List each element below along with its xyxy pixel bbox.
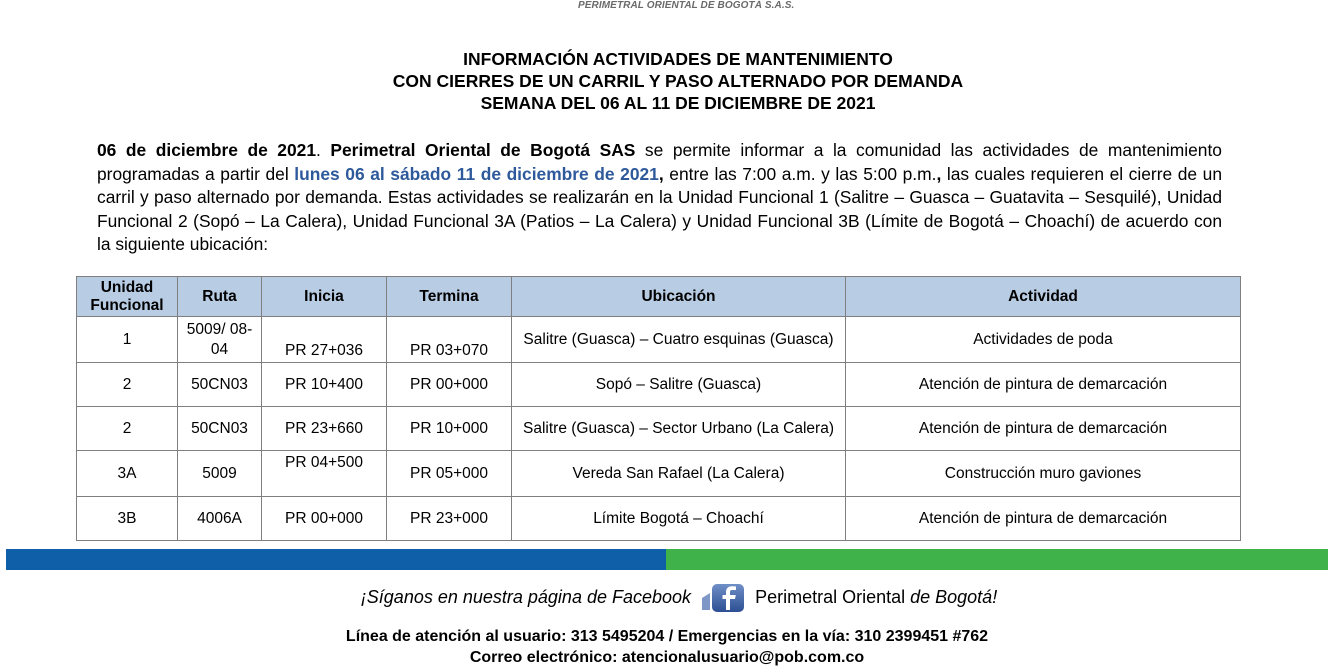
intro-text-2: entre las 7:00 a.m. y las 5:00 p.m. [663, 163, 937, 184]
document-title [0, 48, 1332, 114]
facebook-icon[interactable] [700, 582, 746, 614]
cell-ruta: 50CN03 [178, 363, 262, 407]
col-header-ruta: Ruta [178, 277, 262, 317]
intro-comma-2: , [936, 163, 942, 184]
table-row [77, 497, 1241, 541]
intro-sep: . [316, 140, 321, 160]
cell-unidad: 2 [77, 407, 178, 451]
table-row [77, 363, 1241, 407]
cell-termina: PR 10+000 [387, 407, 512, 451]
intro-company: Perimetral Oriental de Bogotá SAS [330, 140, 636, 160]
cell-ruta: 4006A [178, 497, 262, 541]
cell-actividad: Actividades de poda [846, 317, 1241, 363]
cell-ruta: 50CN03 [178, 407, 262, 451]
table-row [77, 407, 1241, 451]
social-mid: Oriental [837, 587, 911, 607]
col-header-ubicacion: Ubicación [512, 277, 846, 317]
table-header-row [77, 277, 1241, 317]
intro-date-range: lunes 06 al sábado 11 de diciembre de 2021 [294, 163, 659, 184]
table-row [77, 317, 1241, 363]
cell-actividad: Construcción muro gaviones [846, 451, 1241, 497]
cell-unidad: 1 [77, 317, 178, 363]
cell-ubicacion: Sopó – Salitre (Guasca) [512, 363, 846, 407]
col-header-unidad: Unidad Funcional [77, 277, 178, 317]
cell-unidad: 2 [77, 363, 178, 407]
cell-inicia: PR 00+000 [262, 497, 387, 541]
cell-ruta: 5009/ 08-04 [178, 317, 262, 363]
cell-ubicacion: Salitre (Guasca) – Cuatro esquinas (Guasca) [512, 317, 846, 363]
cell-unidad: 3B [77, 497, 178, 541]
cell-termina: PR 05+000 [387, 451, 512, 497]
intro-date: 06 de diciembre de 2021 [97, 140, 316, 160]
cell-inicia: PR 04+500 [262, 451, 387, 497]
contact-info [0, 626, 1332, 668]
cell-ruta: 5009 [178, 451, 262, 497]
cell-termina: PR 23+000 [387, 497, 512, 541]
footer-bar-blue [6, 549, 666, 570]
cell-ubicacion: Vereda San Rafael (La Calera) [512, 451, 846, 497]
social-line [0, 580, 1332, 614]
cell-ubicacion: Límite Bogotá – Choachí [512, 497, 846, 541]
cell-actividad: Atención de pintura de demarcación [846, 407, 1241, 451]
table-row [77, 451, 1241, 497]
cell-ubicacion: Salitre (Guasca) – Sector Urbano (La Calera) [512, 407, 846, 451]
cell-actividad: Atención de pintura de demarcación [846, 497, 1241, 541]
social-brand: Perimetral [755, 587, 838, 607]
cell-inicia: PR 10+400 [262, 363, 387, 407]
activities-table [76, 276, 1241, 541]
title-line-2: CON CIERRES DE UN CARRIL Y PASO ALTERNADO POR DEMANDA [392, 71, 964, 91]
title-line-3: SEMANA DEL 06 AL 11 DE DICIEMBRE DE 2021 [480, 93, 876, 113]
social-pre-text: ¡Síganos en nuestra página de Facebook [360, 587, 692, 607]
cell-termina: PR 03+070 [387, 317, 512, 363]
cell-inicia: PR 23+660 [262, 407, 387, 451]
intro-text-1: se permite informar a la comunidad las actividades de mantenimiento programadas a partir del [97, 140, 1222, 184]
cell-actividad: Atención de pintura de demarcación [846, 363, 1241, 407]
cell-inicia: PR 27+036 [262, 317, 387, 363]
col-header-actividad: Actividad [846, 277, 1241, 317]
intro-comma: , [658, 163, 664, 184]
logo-text: PERIMETRAL ORIENTAL DE BOGOTÁ S.A.S. [578, 0, 795, 11]
col-header-termina: Termina [387, 277, 512, 317]
company-logo [578, 0, 798, 14]
contact-phone-line: Línea de atención al usuario: 313 5495204 / Emergencias en la vía: 310 2399451 #762 [345, 628, 989, 645]
intro-paragraph [97, 139, 1222, 257]
cell-unidad: 3A [77, 451, 178, 497]
cell-termina: PR 00+000 [387, 363, 512, 407]
social-post: de Bogotá! [910, 587, 998, 607]
intro-text-3: las cuales requieren el cierre de un carril y paso alternado por demanda. Estas actividades se realizarán en la Unidad Funcional 1 (Salitre – Guasca – Guatavita – Sesquilé), Unidad Funcional 2 (Sopó – La Calera), Unidad Funcional 3A (Patios – La Calera) y Unidad Funcional 3B (Límite de Bogotá – Choachí) de acuerdo con la siguiente ubicación: [97, 163, 1223, 254]
title-line-1: INFORMACIÓN ACTIVIDADES DE MANTENIMIENTO [463, 49, 893, 69]
footer-bar-green [666, 549, 1328, 570]
col-header-inicia: Inicia [262, 277, 387, 317]
contact-email-line[interactable]: Correo electrónico: atencionalusuario@pob.com.co [469, 649, 865, 666]
